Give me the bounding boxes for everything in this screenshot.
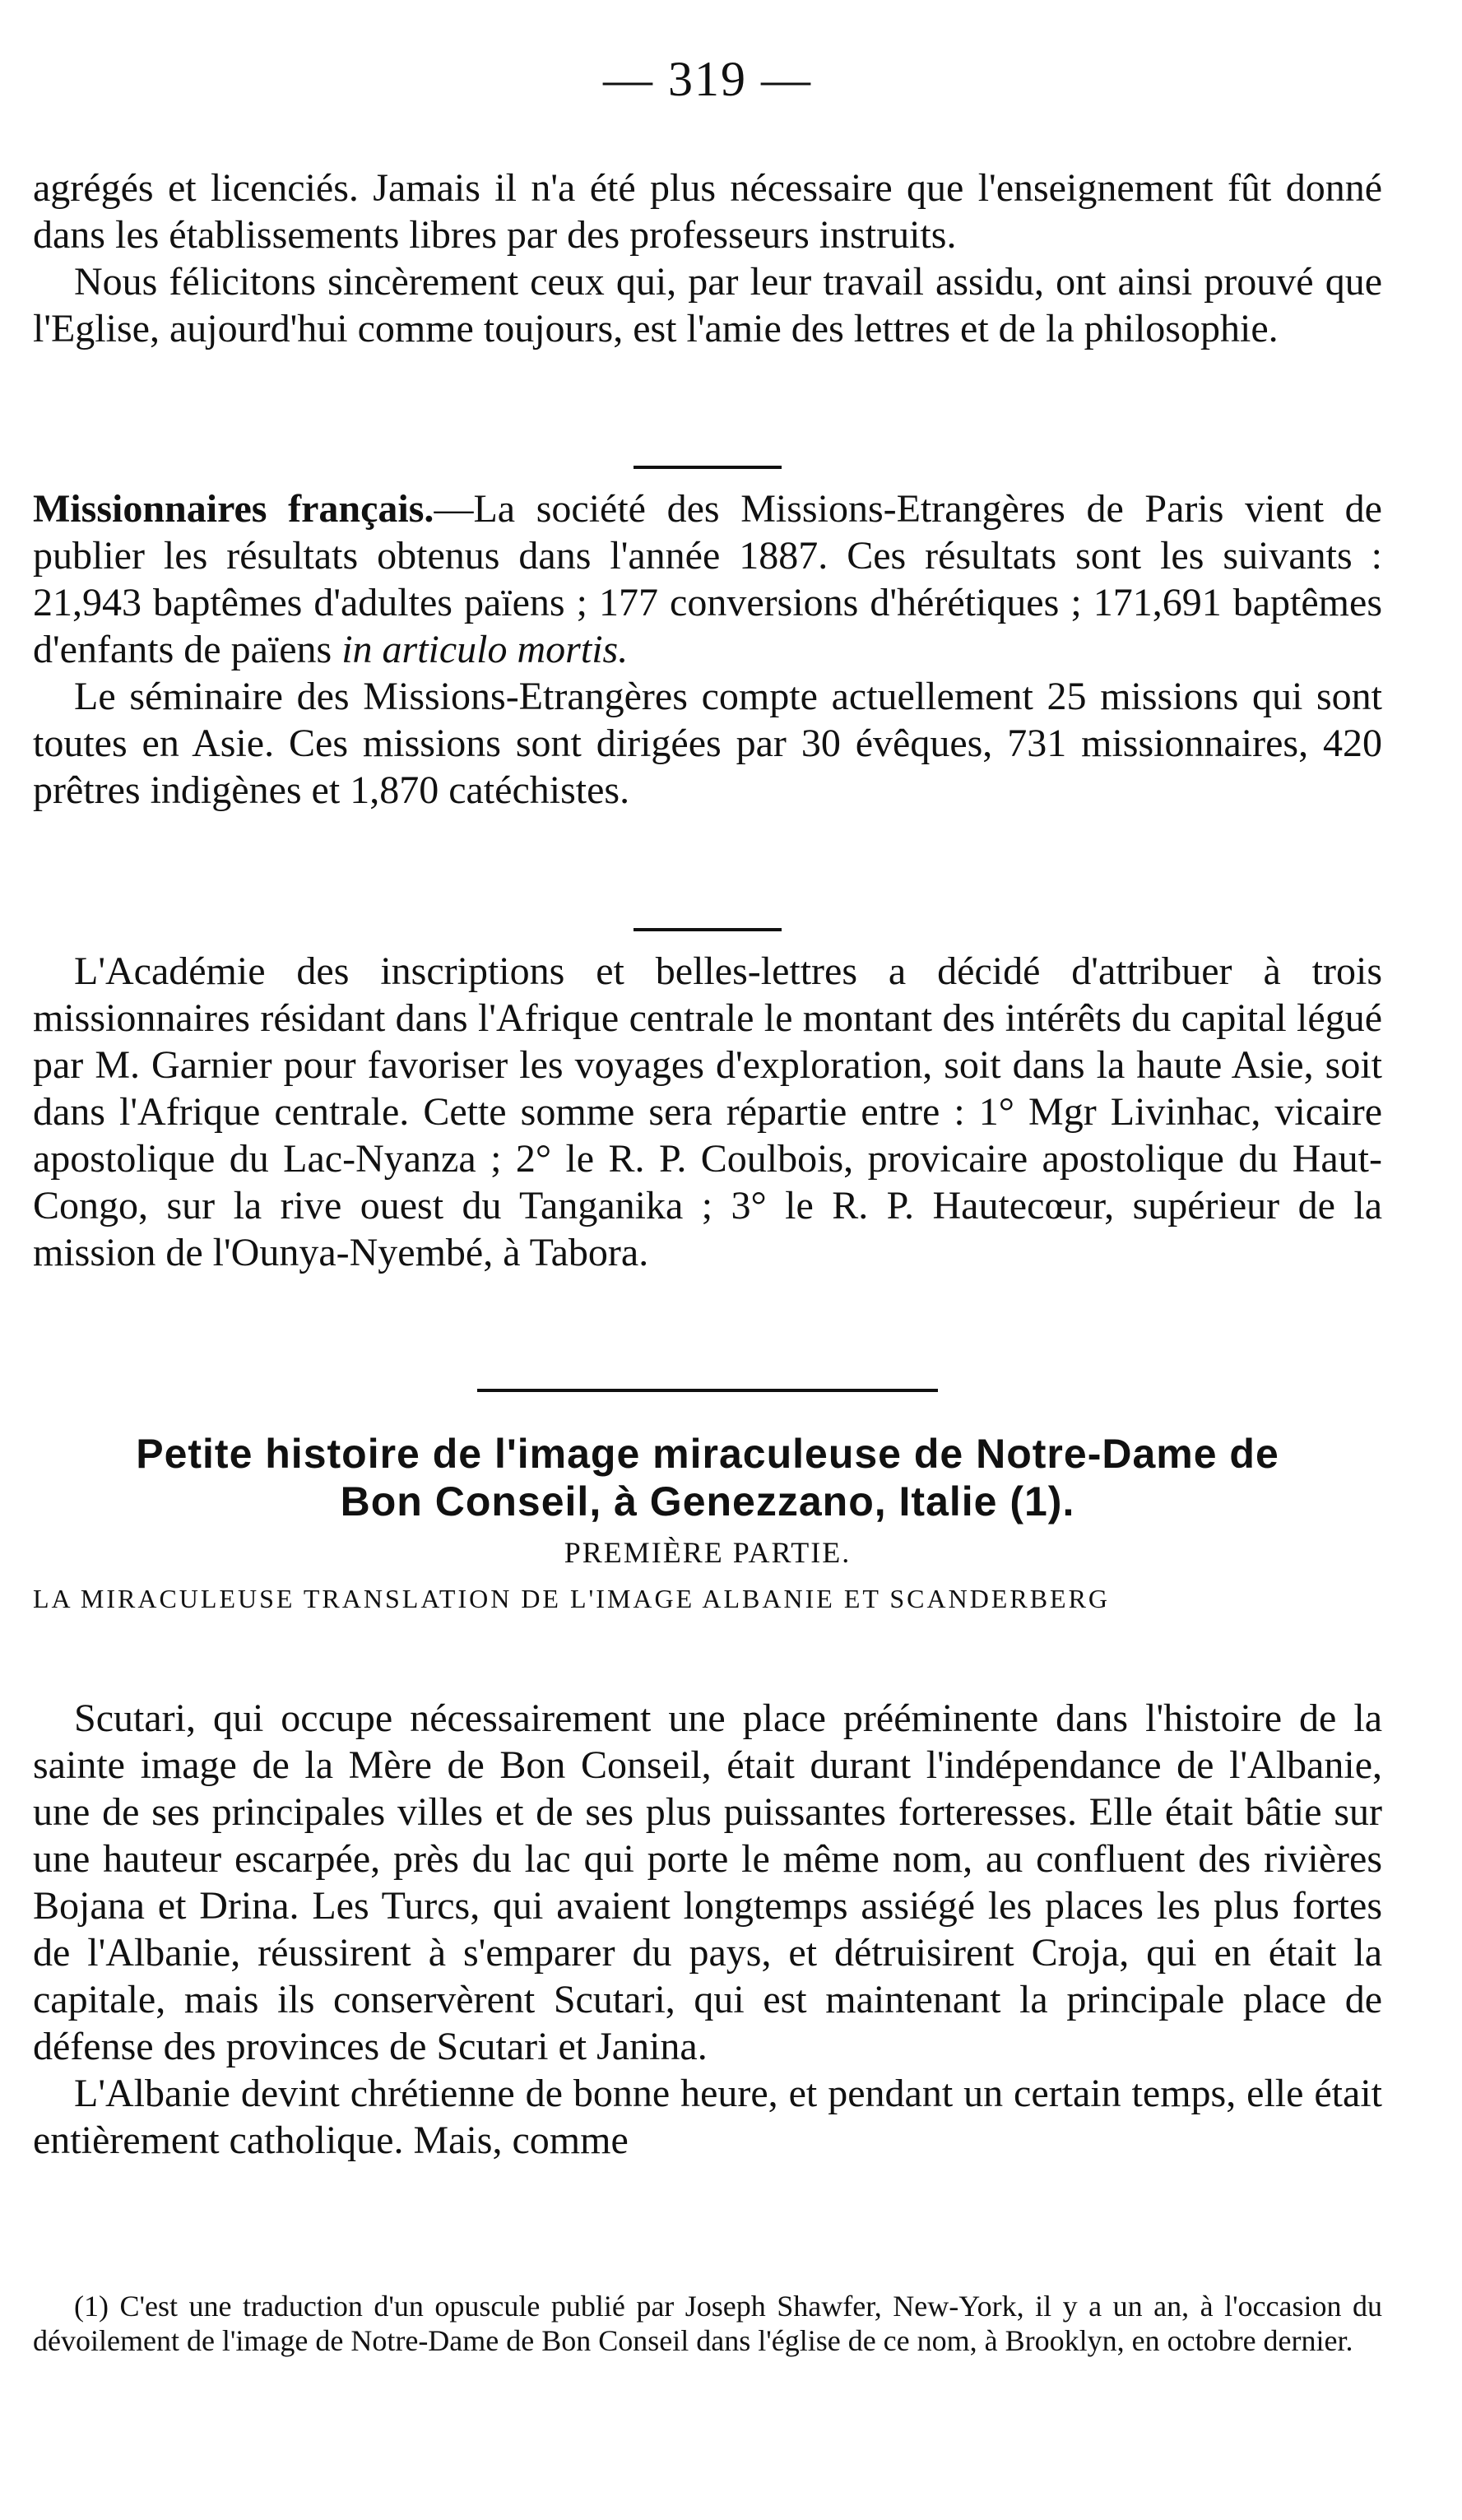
academie-section: [33, 948, 1382, 1276]
footnote-text: (1) C'est une traduction d'un opuscule publié par Joseph Shawfer, New-York, il y a un an, à l'occasion du dévoilement de l'image de Notre-Dame de Bon Conseil dans l'église de ce nom, à Brooklyn, en octobre dernier.: [33, 2290, 1382, 2357]
section-divider-1: [634, 466, 782, 469]
missionaries-paragraph-1: [33, 485, 1382, 673]
missionaries-text: —La société des Missions-Etrangères de Paris vient de publier les résultats obtenus dans l'année 1887. Ces résultats sont les suivants : 21,943 baptêmes d'adultes païens ; 177 conversions d'hérétiques ; 171,691 baptêmes d'enfants de païens: [33, 487, 1382, 671]
part-heading: PREMIÈRE PARTIE.: [564, 1536, 852, 1569]
footnote: [33, 2289, 1382, 2358]
chapter-subheading: LA MIRACULEUSE TRANSLATION DE L'IMAGE ALBANIE ET SCANDERBERG: [33, 1584, 1111, 1613]
page-number: — 319 —: [603, 52, 812, 106]
intro-paragraph-1: agrégés et licenciés. Jamais il n'a été plus nécessaire que l'enseignement fût donné dans les établissements libres par des professeurs instruits.: [33, 166, 1382, 257]
missionaries-paragraph-2: Le séminaire des Missions-Etrangères compte actuellement 25 missions qui sont toutes en Asie. Ces missions sont dirigées par 30 évêques, 731 missionnaires, 420 prêtres indigènes et 1,870 catéchistes.: [33, 675, 1382, 812]
section-divider-2: [634, 928, 782, 931]
article-header: [33, 1430, 1382, 1619]
missionaries-section: [33, 485, 1382, 814]
academie-paragraph: L'Académie des inscriptions et belles-lettres a décidé d'attribuer à trois missionnaires résidant dans l'Afrique centrale le montant des intérêts du capital légué par M. Garnier pour favoriser les voyages d'exploration, soit dans la haute Asie, soit dans l'Afrique centrale. Cette somme sera répartie entre : 1° Mgr Livinhac, vicaire apostolique du Lac-Nyanza ; 2° le R. P. Coulbois, provicaire apostolique du Haut-Congo, sur la rive ouest du Tanganika ; 3° le R. P. Hautecœur, supérieur de la mission de l'Ounya-Nyembé, à Tabora.: [33, 949, 1382, 1274]
article-paragraph-1: Scutari, qui occupe nécessairement une place prééminente dans l'histoire de la sainte image de la Mère de Bon Conseil, était durant l'indépendance de l'Albanie, une de ses principales villes et de ses plus puissantes forteresses. Elle était bâtie sur une hauteur escarpée, près du lac qui porte le même nom, au confluent des rivières Bojana et Drina. Les Turcs, qui avaient longtemps assiégé les places les plus fortes de l'Albanie, réussirent à s'emparer du pays, et détruisirent Croja, qui en était la capitale, mais ils conservèrent Scutari, qui est maintenant la principale place de défense des provinces de Scutari et Janina.: [33, 1696, 1382, 2068]
page: [33, 0, 1382, 2520]
missionaries-italic: in articulo mortis.: [341, 628, 629, 671]
intro-paragraph-2: Nous félicitons sincèrement ceux qui, par leur travail assidu, ont ainsi prouvé que l'Eglise, aujourd'hui comme toujours, est l'amie des lettres et de la philosophie.: [33, 260, 1382, 350]
article-paragraph-2: L'Albanie devint chrétienne de bonne heure, et pendant un certain temps, elle était entièrement catholique. Mais, comme: [33, 2072, 1382, 2162]
section-divider-3: [477, 1389, 938, 1392]
missionaries-lead: Missionnaires français.: [33, 487, 434, 531]
article-title-line-2: Bon Conseil, à Genezzano, Italie (1).: [340, 1478, 1075, 1525]
article-body: [33, 1695, 1382, 2164]
article-title-line-1: Petite histoire de l'image miraculeuse de Notre-Dame de: [136, 1431, 1279, 1477]
intro-section: [33, 165, 1382, 352]
